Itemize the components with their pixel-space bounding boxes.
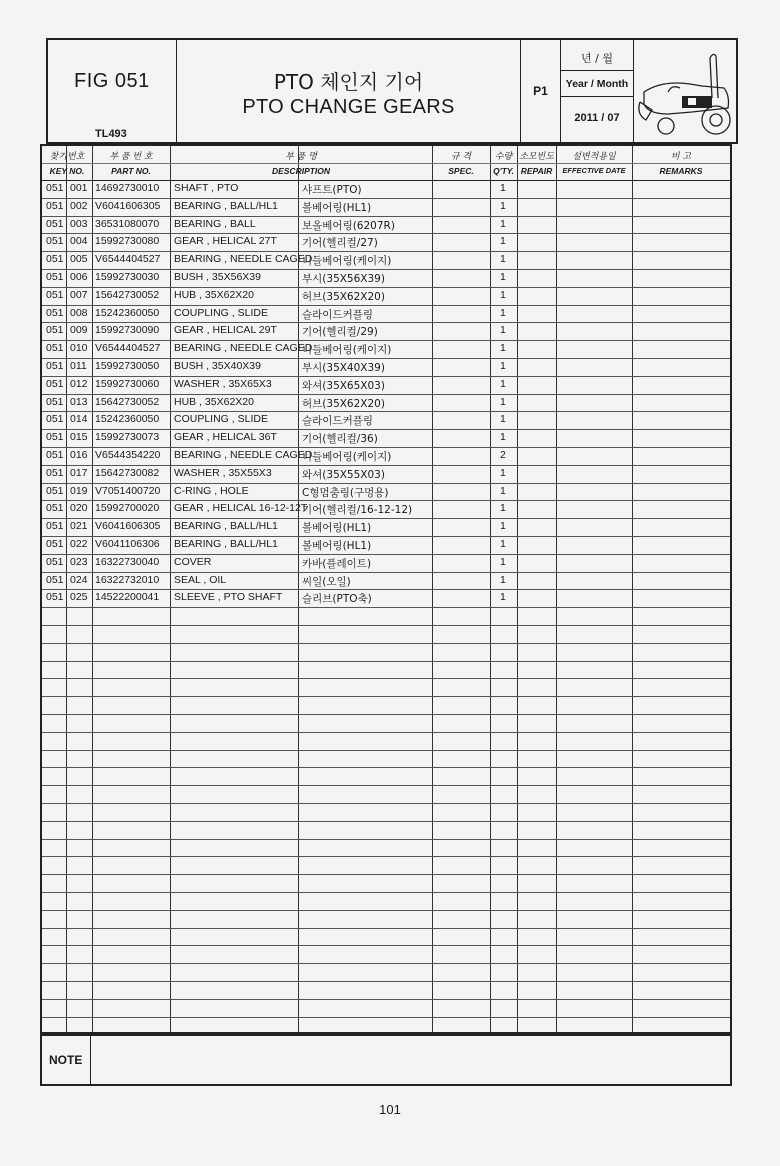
table-row (42, 394, 730, 412)
cell-fig: 051 (46, 377, 64, 390)
table-row (42, 376, 730, 394)
row-rule (42, 536, 730, 537)
cell-description-korean: 씨일(오일) (302, 575, 351, 588)
row-rule (42, 963, 730, 964)
row-rule (42, 572, 730, 573)
row-rule (42, 376, 730, 377)
date-label-english: Year / Month (565, 78, 629, 90)
cell-part-no: 15992730080 (95, 235, 160, 248)
cell-qty: 1 (500, 377, 506, 390)
note-label: NOTE (49, 1053, 83, 1067)
cell-fig: 051 (46, 591, 64, 604)
cell-qty: 1 (500, 413, 506, 426)
table-row (42, 305, 730, 323)
note-box (40, 1034, 732, 1086)
cell-description-korean: 볼베어링(HL1) (302, 522, 372, 535)
row-rule (42, 1017, 730, 1018)
cell-qty: 1 (500, 182, 506, 194)
row-rule (42, 678, 730, 679)
row-rule (42, 892, 730, 893)
cell-key-no: 023 (70, 555, 88, 568)
model-code: TL493 (95, 128, 127, 140)
cell-description-english: HUB , 35X62X20 (174, 288, 254, 301)
row-rule (42, 269, 730, 270)
col-header-part: PART NO. (111, 166, 151, 176)
cell-qty: 1 (500, 502, 506, 515)
row-rule (42, 874, 730, 875)
cell-qty: 1 (500, 555, 506, 568)
cell-part-no: 36531080070 (95, 217, 160, 230)
cell-part-no: V6041106306 (95, 538, 160, 550)
cell-fig: 051 (46, 449, 64, 461)
cell-fig: 051 (46, 253, 64, 266)
row-rule (42, 945, 730, 946)
table-row (42, 536, 730, 554)
cell-part-no: V6544404527 (95, 253, 161, 266)
cell-description-english: COVER (174, 555, 212, 568)
table-row (42, 572, 730, 590)
cell-fig: 051 (46, 395, 64, 408)
row-rule (42, 767, 730, 768)
cell-part-no: 14692730010 (95, 182, 160, 194)
cell-part-no: 15642730052 (95, 395, 160, 408)
cell-qty: 1 (500, 538, 506, 550)
col-header-key-korean: 찾기번호 (49, 152, 85, 162)
row-rule (42, 750, 730, 751)
cell-fig: 051 (46, 555, 64, 568)
row-rule (42, 483, 730, 484)
table-row (42, 358, 730, 376)
cell-part-no: 15992700020 (95, 502, 160, 515)
col-header-spec-korean: 규 격 (450, 152, 472, 162)
table-row (42, 198, 730, 216)
fig-cell (48, 40, 177, 142)
cell-description-korean: 니들베어링(케이지) (302, 344, 392, 357)
cell-description-korean: 와셔(35X65X03) (302, 379, 385, 392)
cell-qty: 1 (500, 235, 506, 248)
cell-qty: 1 (500, 431, 506, 444)
cell-part-no: 15242360050 (95, 306, 160, 319)
cell-description-english: BEARING , BALL/HL1 (174, 199, 278, 212)
cell-qty: 1 (500, 342, 506, 355)
cell-qty: 1 (500, 591, 506, 604)
row-rule (42, 554, 730, 555)
cell-qty: 1 (500, 288, 506, 301)
row-rule (42, 518, 730, 519)
cell-part-no: 16322732010 (95, 573, 160, 586)
cell-part-no: V6544354220 (95, 449, 161, 461)
cell-key-no: 011 (70, 360, 87, 372)
date-cell (561, 40, 634, 142)
row-rule (42, 500, 730, 501)
row-rule (42, 251, 730, 252)
table-row (42, 465, 730, 483)
cell-description-korean: 슬라이드커플링 (302, 308, 374, 321)
cell-part-no: 15642730082 (95, 466, 160, 479)
fig-number: FIG 051 (74, 70, 150, 92)
cell-description-english: WASHER , 35X55X3 (174, 466, 272, 479)
cell-description-korean: 기어(헬리컬/29) (302, 326, 378, 339)
page-number: 101 (379, 1102, 401, 1117)
cell-description-korean: 부시(35X56X39) (302, 273, 385, 285)
cell-description-korean: 보올베어링(6207R) (302, 219, 395, 232)
row-rule (42, 429, 730, 430)
page-code: P1 (533, 84, 548, 98)
cell-part-no: 15992730073 (95, 431, 160, 444)
row-rule (42, 340, 730, 341)
cell-description-english: BEARING , BALL (174, 217, 256, 230)
row-rule (42, 233, 730, 234)
cell-key-no: 021 (70, 520, 88, 533)
cell-fig: 051 (46, 502, 64, 515)
cell-description-english: GEAR , HELICAL 29T (174, 324, 277, 337)
cell-fig: 051 (46, 413, 64, 426)
table-row (42, 589, 730, 607)
cell-description-korean: 샤프트(PTO) (302, 184, 362, 196)
cell-fig: 051 (46, 466, 64, 479)
cell-key-no: 010 (70, 342, 88, 355)
col-header-remarks-korean: 비 고 (670, 152, 692, 162)
cell-description-korean: 기어(헬리컬/16-12-12) (302, 504, 413, 517)
cell-description-english: BUSH , 35X56X39 (174, 271, 261, 283)
cell-fig: 051 (46, 520, 64, 533)
cell-fig: 051 (46, 182, 64, 194)
cell-fig: 051 (46, 271, 64, 283)
cell-qty: 2 (500, 449, 506, 461)
cell-description-english: HUB , 35X62X20 (174, 395, 254, 408)
date-label-korean: 년 / 월 (581, 52, 613, 65)
table-row (42, 180, 730, 198)
cell-key-no: 002 (70, 199, 88, 212)
cell-key-no: 022 (70, 538, 88, 550)
row-rule (42, 625, 730, 626)
cell-key-no: 009 (70, 324, 88, 337)
row-rule (42, 661, 730, 662)
row-rule (42, 447, 730, 448)
row-rule (42, 821, 730, 822)
col-header-qty: Q'TY. (492, 166, 515, 176)
cell-description-korean: 슬리브(PTO축) (302, 593, 372, 606)
cell-description-korean: 부시(35X40X39) (302, 362, 385, 374)
cell-qty: 1 (500, 466, 506, 479)
parts-table (40, 144, 732, 1034)
cell-fig: 051 (46, 288, 64, 301)
cell-key-no: 015 (70, 431, 88, 444)
cell-fig: 051 (46, 360, 64, 372)
table-row (42, 340, 730, 358)
table-row (42, 322, 730, 340)
row-rule (42, 785, 730, 786)
col-header-repair-korean: 소모빈도 (519, 152, 554, 162)
cell-description-english: BEARING , NEEDLE CAGED (174, 253, 313, 266)
cell-part-no: V6041606305 (95, 520, 161, 533)
row-rule (42, 216, 730, 217)
cell-fig: 051 (46, 342, 64, 355)
cell-part-no: V7051400720 (95, 484, 161, 497)
cell-key-no: 024 (70, 573, 88, 586)
cell-fig: 051 (46, 306, 64, 319)
table-row (42, 216, 730, 234)
cell-key-no: 016 (70, 449, 88, 461)
cell-part-no: 16322730040 (95, 555, 160, 568)
cell-qty: 1 (500, 520, 506, 533)
cell-description-korean: 허브(35X62X20) (302, 397, 385, 410)
col-header-remarks: REMARKS (659, 166, 703, 176)
cell-qty: 1 (500, 573, 506, 586)
cell-qty: 1 (500, 217, 506, 230)
table-row (42, 251, 730, 269)
cell-description-korean: 볼베어링(HL1) (302, 201, 372, 214)
row-rule (42, 198, 730, 199)
row-rule (42, 607, 730, 608)
cell-fig: 051 (46, 484, 64, 497)
cell-qty: 1 (500, 199, 506, 212)
cell-qty: 1 (500, 360, 506, 372)
row-rule (42, 981, 730, 982)
row-rule (42, 714, 730, 715)
cell-key-no: 005 (70, 253, 88, 266)
cell-key-no: 014 (70, 413, 88, 426)
cell-qty: 1 (500, 253, 506, 266)
table-row (42, 483, 730, 501)
cell-fig: 051 (46, 431, 64, 444)
cell-qty: 1 (500, 271, 506, 283)
cell-part-no: V6041606305 (95, 199, 161, 212)
cell-part-no: V6544404527 (95, 342, 161, 355)
cell-description-english: SLEEVE , PTO SHAFT (174, 591, 283, 604)
cell-fig: 051 (46, 199, 64, 212)
cell-key-no: 006 (70, 271, 88, 283)
col-header-desc: DESCRIPTION (271, 166, 331, 176)
cell-description-korean: 니들베어링(케이지) (302, 451, 392, 463)
cell-description-korean: 볼베어링(HL1) (302, 540, 372, 552)
cell-description-english: BEARING , NEEDLE CAGED (174, 342, 313, 355)
table-row (42, 287, 730, 305)
row-rule (42, 358, 730, 359)
cell-part-no: 14522200041 (95, 591, 160, 604)
cell-description-english: BEARING , BALL/HL1 (174, 538, 278, 550)
page-code-cell (521, 40, 561, 142)
cell-description-korean: 기어(헬리컬/36) (302, 433, 378, 446)
cell-key-no: 001 (70, 182, 88, 194)
col-header-qty-korean: 수량 (494, 152, 513, 162)
cell-key-no: 019 (70, 484, 88, 497)
cell-description-english: BEARING , BALL/HL1 (174, 520, 278, 533)
table-row (42, 447, 730, 465)
row-rule (42, 856, 730, 857)
note-divider (90, 1036, 91, 1084)
row-rule (42, 839, 730, 840)
tractor-loader-illustration-icon (632, 40, 736, 140)
cell-part-no: 15992730050 (95, 360, 160, 372)
cell-key-no: 003 (70, 217, 88, 230)
date-divider (561, 96, 633, 97)
cell-part-no: 15992730030 (95, 271, 160, 283)
title-korean: PTO 체인지 기어 (273, 70, 424, 94)
cell-description-english: SEAL , OIL (174, 573, 227, 586)
cell-description-english: GEAR , HELICAL 16-12-12T (174, 502, 308, 515)
table-row (42, 429, 730, 447)
table-row (42, 500, 730, 518)
cell-description-korean: 기어(헬리컬/27) (302, 237, 378, 250)
cell-qty: 1 (500, 306, 506, 319)
row-rule (42, 589, 730, 590)
col-header-spec: SPEC. (448, 166, 474, 176)
cell-part-no: 15642730052 (95, 288, 160, 301)
row-rule (42, 999, 730, 1000)
cell-description-english: COUPLING , SLIDE (174, 413, 268, 426)
title-cell (177, 40, 521, 142)
cell-key-no: 017 (70, 466, 88, 479)
cell-description-english: SHAFT , PTO (174, 182, 239, 194)
row-rule (42, 394, 730, 395)
date-divider (561, 70, 633, 71)
row-rule (42, 910, 730, 911)
col-header-repair: REPAIR (520, 166, 553, 176)
cell-fig: 051 (46, 538, 64, 550)
cell-fig: 051 (46, 324, 64, 337)
row-rule (42, 803, 730, 804)
cell-part-no: 15992730090 (95, 324, 160, 337)
table-row (42, 554, 730, 572)
cell-key-no: 004 (70, 235, 88, 248)
cell-description-english: GEAR , HELICAL 36T (174, 431, 277, 444)
row-rule (42, 643, 730, 644)
cell-description-korean: 와셔(35X55X03) (302, 468, 385, 481)
cell-qty: 1 (500, 324, 506, 337)
row-rule (42, 411, 730, 412)
cell-description-korean: C형멈춤링(구멍용) (302, 486, 389, 499)
cell-description-korean: 슬라이드커플링 (302, 415, 374, 428)
cell-description-english: C-RING , HOLE (174, 484, 249, 497)
row-rule (42, 732, 730, 733)
cell-description-english: BEARING , NEEDLE CAGED (174, 449, 313, 461)
cell-key-no: 007 (70, 288, 88, 301)
cell-description-english: BUSH , 35X40X39 (174, 360, 261, 372)
row-rule (42, 928, 730, 929)
cell-description-korean: 카바(플레이트) (302, 557, 372, 570)
cell-part-no: 15242360050 (95, 413, 160, 426)
cell-fig: 051 (46, 235, 64, 248)
cell-key-no: 008 (70, 306, 88, 319)
table-row (42, 411, 730, 429)
cell-qty: 1 (500, 395, 506, 408)
row-rule (42, 696, 730, 697)
cell-key-no: 012 (70, 377, 88, 390)
cell-description-korean: 니들베어링(케이지) (302, 255, 392, 268)
col-header-desc-korean: 부 품 명 (285, 152, 317, 162)
cell-part-no: 15992730060 (95, 377, 160, 390)
cell-description-english: WASHER , 35X65X3 (174, 377, 272, 390)
table-row (42, 233, 730, 251)
cell-key-no: 025 (70, 591, 88, 604)
col-header-part-korean: 부 품 번 호 (109, 152, 153, 162)
table-row (42, 518, 730, 536)
table-row (42, 269, 730, 287)
row-rule (42, 322, 730, 323)
date-value: 2011 / 07 (574, 112, 620, 124)
cell-qty: 1 (500, 484, 506, 497)
cell-key-no: 020 (70, 502, 88, 515)
row-rule (42, 305, 730, 306)
title-english: PTO CHANGE GEARS (242, 96, 455, 118)
col-header-effective-korean: 설변적용일 (572, 152, 616, 162)
cell-key-no: 013 (70, 395, 88, 408)
cell-description-english: COUPLING , SLIDE (174, 306, 268, 319)
col-header-key: KEY NO. (49, 166, 85, 176)
cell-description-korean: 허브(35X62X20) (302, 290, 385, 303)
cell-fig: 051 (46, 217, 64, 230)
row-rule (42, 465, 730, 466)
row-rule (42, 287, 730, 288)
col-header-effective: EFFECTIVE DATE (562, 166, 626, 175)
cell-description-english: GEAR , HELICAL 27T (174, 235, 277, 248)
header-mid-line (42, 163, 730, 164)
cell-fig: 051 (46, 573, 64, 586)
